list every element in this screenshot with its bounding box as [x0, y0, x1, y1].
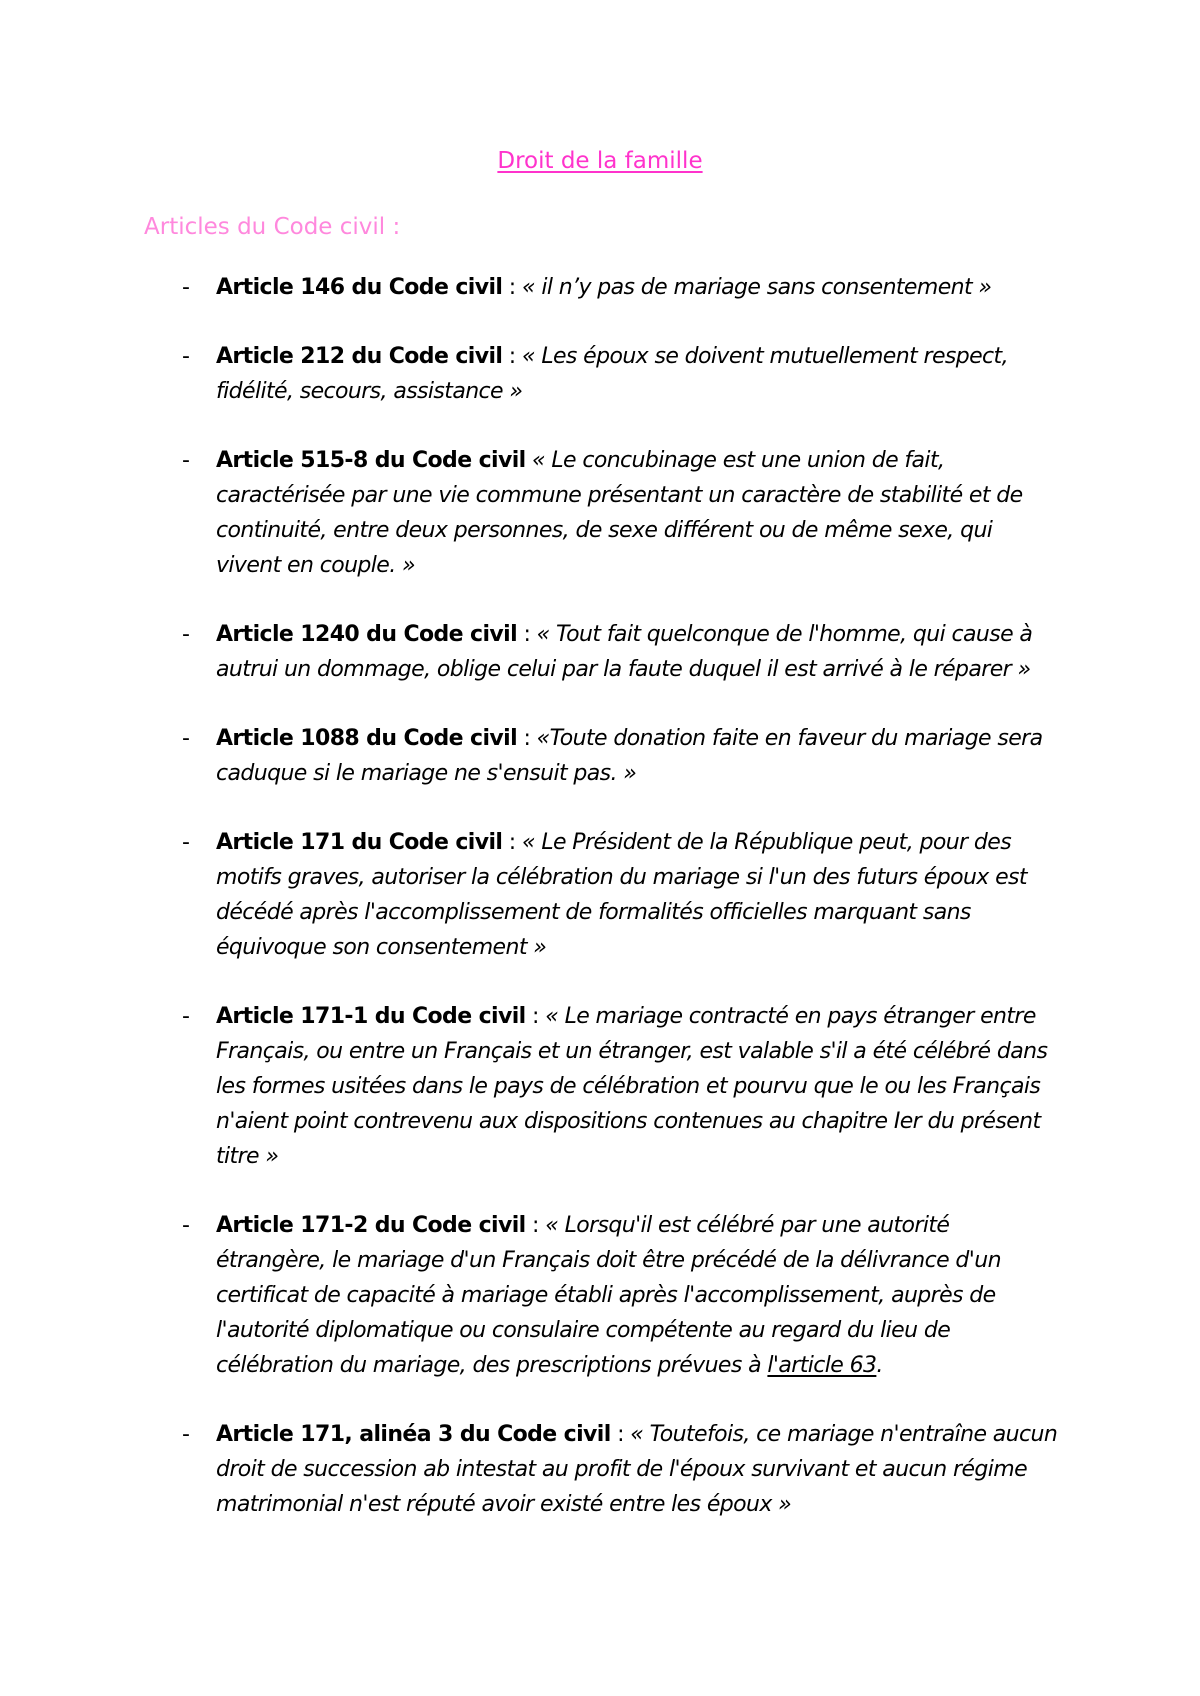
list-dash: - — [182, 448, 190, 473]
article-separator: : — [610, 1422, 631, 1447]
article-item-515-8 — [182, 443, 1062, 583]
article-item-1088 — [182, 721, 1062, 791]
list-dash: - — [182, 344, 190, 369]
article-item-146 — [182, 270, 1062, 305]
article-reference: Article 1240 du Code civil — [216, 622, 518, 647]
article-reference: Article 146 du Code civil — [216, 275, 503, 300]
article-reference: Article 171-1 du Code civil — [216, 1004, 526, 1029]
section-heading: Articles du Code civil : — [144, 214, 401, 240]
article-item-171 — [182, 825, 1062, 965]
article-separator: : — [502, 275, 522, 300]
list-dash: - — [182, 622, 190, 647]
article-quote: « Le concubinage est une union de fait, caractérisée par une vie commune présentant un caractère de stabilité et de continuité, entre deux personnes, de sexe différent ou de même sexe, qui vivent en couple. » — [216, 448, 1023, 578]
list-dash: - — [182, 1213, 190, 1238]
article-item-171-2 — [182, 1208, 1062, 1383]
article-reference: Article 171 du Code civil — [216, 830, 503, 855]
article-separator: : — [517, 622, 537, 647]
article-item-1240 — [182, 617, 1062, 687]
article-separator: : — [517, 726, 537, 751]
article-separator: : — [502, 344, 522, 369]
list-dash: - — [182, 1004, 190, 1029]
article-item-212 — [182, 339, 1062, 409]
article-quote: « il n’y pas de mariage sans consentement » — [521, 275, 992, 300]
article-reference: Article 171, alinéa 3 du Code civil — [216, 1422, 611, 1447]
list-dash: - — [182, 275, 190, 300]
list-dash: - — [182, 726, 190, 751]
document-title: Droit de la famille — [497, 148, 703, 174]
article-quote: « Les époux se doivent mutuellement respect, fidélité, secours, assistance » — [216, 344, 1008, 404]
article-quote: « Lorsqu'il est célébré par une autorité étrangère, le mariage d'un Français doit être précédé de la délivrance d'un certificat de capacité à mariage établi après l'accomplissement, auprès de l'autorité diplomatique ou consulaire compétente au regard du lieu de célébration du mariage, des prescriptions prévues à — [216, 1213, 1001, 1378]
article-separator: : — [525, 1213, 546, 1238]
article-item-171-alinea-3 — [182, 1417, 1062, 1522]
article-reference: Article 212 du Code civil — [216, 344, 503, 369]
article-separator: : — [502, 830, 522, 855]
article-quote: « Le mariage contracté en pays étranger entre Français, ou entre un Français et un étranger, est valable s'il a été célébré dans les formes usitées dans le pays de célébration et pourvu que le ou les Français n'aient point contrevenu aux dispositions contenues au chapitre Ier du présent titre » — [216, 1004, 1048, 1169]
article-quote-end: . — [876, 1353, 883, 1378]
article-separator: : — [525, 1004, 546, 1029]
article-quote: «Toute donation faite en faveur du mariage sera caduque si le mariage ne s'ensuit pas. » — [216, 726, 1043, 786]
article-reference: Article 171-2 du Code civil — [216, 1213, 526, 1238]
list-dash: - — [182, 830, 190, 855]
article-quote: « Le Président de la République peut, pour des motifs graves, autoriser la célébration du mariage si l'un des futurs époux est décédé après l'accomplissement de formalités officielles marquant sans équivoque son consentement » — [216, 830, 1027, 960]
article-list — [182, 270, 1062, 1556]
article-quote: « Toutefois, ce mariage n'entraîne aucun droit de succession ab intestat au profit de l'époux survivant et aucun régime matrimonial n'est réputé avoir existé entre les époux » — [216, 1422, 1058, 1517]
article-reference: Article 515-8 du Code civil — [216, 448, 526, 473]
list-dash: - — [182, 1422, 190, 1447]
article-item-171-1 — [182, 999, 1062, 1174]
article-reference: Article 1088 du Code civil — [216, 726, 518, 751]
article-quote: « Tout fait quelconque de l'homme, qui cause à autrui un dommage, oblige celui par la faute duquel il est arrivé à le réparer » — [216, 622, 1033, 682]
article-63-link[interactable]: l'article 63 — [767, 1353, 877, 1378]
